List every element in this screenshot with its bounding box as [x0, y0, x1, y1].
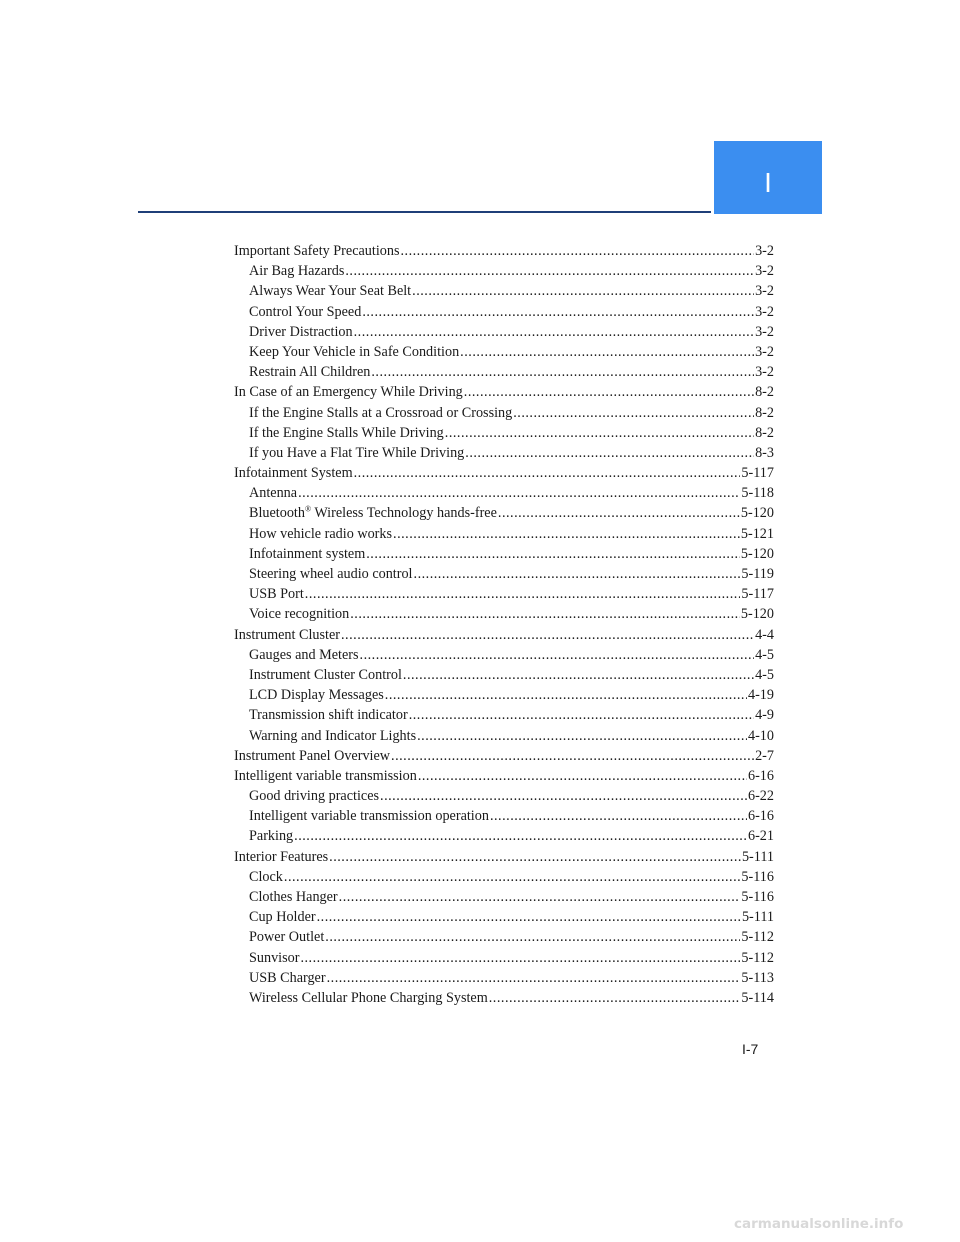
page-number: I-7	[742, 1041, 759, 1057]
index-subentry	[234, 786, 774, 806]
entry-page-ref: 5-112	[741, 929, 774, 946]
dot-leader	[418, 766, 747, 786]
entry-page-ref: 5-120	[740, 505, 774, 522]
entry-page-ref: 3-2	[755, 243, 774, 259]
dot-leader	[414, 564, 741, 584]
dot-leader	[385, 685, 747, 705]
entry-title: Important Safety Precautions	[234, 243, 400, 259]
index-subentry	[234, 281, 774, 301]
entry-page-ref: 5-117	[741, 465, 774, 482]
index-subentry	[234, 503, 774, 523]
dot-leader	[366, 544, 740, 564]
entry-page-ref: 6-22	[747, 788, 774, 805]
dot-leader	[341, 625, 754, 645]
dot-leader	[380, 786, 747, 806]
entry-title: Sunvisor	[249, 949, 300, 966]
entry-title: Voice recognition	[249, 606, 350, 623]
index-subentry	[234, 604, 774, 624]
entry-title: Gauges and Meters	[249, 646, 359, 663]
entry-page-ref: 6-21	[747, 828, 774, 845]
dot-leader	[391, 746, 754, 766]
entry-page-ref: 2-7	[755, 747, 774, 764]
entry-title: Good driving practices	[249, 788, 380, 805]
index-subentry	[234, 423, 774, 443]
entry-page-ref: 3-2	[755, 343, 774, 360]
entry-page-ref: 3-2	[755, 364, 774, 381]
index-entry	[234, 847, 774, 867]
dot-leader	[298, 483, 740, 503]
index-subentry	[234, 826, 774, 846]
dot-leader	[345, 261, 754, 281]
entry-title: In Case of an Emergency While Driving	[234, 384, 463, 401]
index-subentry	[234, 322, 774, 342]
entry-page-ref: 3-2	[755, 263, 774, 280]
entry-page-ref: 4-5	[755, 646, 774, 663]
index-subentry	[234, 806, 774, 826]
dot-leader	[403, 665, 754, 685]
index-subentry	[234, 685, 774, 705]
entry-title: How vehicle radio works	[249, 525, 393, 542]
entry-page-ref: 5-117	[741, 586, 774, 603]
index-subentry	[234, 584, 774, 604]
dot-leader	[317, 907, 741, 927]
dot-leader	[400, 241, 754, 261]
entry-page-ref: 5-114	[741, 989, 774, 1006]
index-subentry	[234, 665, 774, 685]
dot-leader	[305, 584, 741, 604]
entry-title: If you Have a Flat Tire While Driving	[249, 444, 465, 461]
entry-title: Intelligent variable transmission operation	[249, 808, 489, 825]
entry-title: Bluetooth® Wireless Technology hands-free	[249, 504, 497, 522]
entry-title: Instrument Cluster Control	[249, 666, 402, 683]
entry-page-ref: 6-16	[747, 767, 774, 784]
entry-page-ref: 5-120	[740, 545, 774, 562]
index-entry	[234, 766, 774, 786]
index-entry	[234, 625, 774, 645]
entry-title: Instrument Cluster	[234, 626, 340, 643]
entry-page-ref: 5-111	[741, 848, 774, 865]
index-subentry	[234, 564, 774, 584]
entry-title: Instrument Panel Overview	[234, 747, 391, 764]
index-subentry	[234, 726, 774, 746]
entry-page-ref: 5-121	[740, 525, 774, 542]
dot-leader	[465, 443, 754, 463]
watermark: carmanualsonline.info	[734, 1216, 904, 1232]
index-subentry	[234, 988, 774, 1008]
entry-title: LCD Display Messages	[249, 687, 384, 704]
entry-page-ref: 3-2	[755, 323, 774, 340]
dot-leader	[464, 382, 754, 402]
index-subentry	[234, 887, 774, 907]
entry-page-ref: 3-2	[755, 283, 774, 300]
dot-leader	[498, 503, 740, 523]
dot-leader	[339, 887, 741, 907]
dot-leader	[327, 968, 741, 988]
index-subentry	[234, 524, 774, 544]
entry-page-ref: 8-2	[755, 404, 774, 421]
entry-title: Air Bag Hazards	[249, 263, 345, 280]
entry-page-ref: 5-111	[741, 909, 774, 926]
entry-title: If the Engine Stalls at a Crossroad or Crossing	[249, 404, 513, 421]
dot-leader	[513, 403, 754, 423]
entry-title: Clothes Hanger	[249, 889, 338, 905]
dot-leader	[284, 867, 741, 887]
dot-leader	[489, 988, 741, 1008]
dot-leader	[417, 726, 747, 746]
index-entry	[234, 746, 774, 766]
dot-leader	[409, 705, 754, 725]
entry-title: Keep Your Vehicle in Safe Condition	[249, 343, 460, 360]
entry-page-ref: 3-2	[755, 303, 774, 320]
entry-title: Wireless Cellular Phone Charging System	[249, 989, 488, 1006]
entry-page-ref: 6-16	[747, 808, 774, 825]
entry-title: Interior Features	[234, 848, 329, 865]
entry-title: Antenna	[249, 485, 298, 502]
entry-page-ref: 8-3	[755, 444, 774, 461]
entry-title: USB Port	[249, 586, 304, 603]
entry-title: Restrain All Children	[249, 364, 371, 381]
entry-title: Parking	[249, 828, 294, 845]
entry-page-ref: 5-112	[741, 949, 774, 966]
index-entry	[234, 241, 774, 261]
entry-title: Clock	[249, 868, 283, 885]
index-subentry	[234, 907, 774, 927]
index-subentry	[234, 261, 774, 281]
header-rule	[138, 211, 711, 213]
index-subentry	[234, 443, 774, 463]
entry-title: Warning and Indicator Lights	[249, 727, 417, 744]
entry-page-ref: 4-19	[747, 687, 774, 704]
entry-page-ref: 5-116	[741, 868, 774, 885]
index-subentry	[234, 948, 774, 968]
entry-page-ref: 5-116	[741, 889, 774, 905]
entry-title: Infotainment System	[234, 465, 353, 482]
dot-leader	[393, 524, 740, 544]
dot-leader	[490, 806, 747, 826]
dot-leader	[412, 281, 754, 301]
dot-leader	[360, 645, 755, 665]
entry-title: Steering wheel audio control	[249, 566, 413, 582]
dot-leader	[460, 342, 754, 362]
entry-page-ref: 4-10	[747, 727, 774, 744]
entry-title: Always Wear Your Seat Belt	[249, 283, 412, 300]
dot-leader	[294, 826, 747, 846]
index-subentry	[234, 867, 774, 887]
dot-leader	[350, 604, 740, 624]
entry-page-ref: 4-5	[755, 666, 774, 683]
entry-title: Cup Holder	[249, 909, 316, 926]
registered-mark: ®	[304, 504, 312, 514]
entry-title: Transmission shift indicator	[249, 707, 408, 724]
index-subentry	[234, 483, 774, 503]
index-subentry	[234, 544, 774, 564]
dot-leader	[371, 362, 754, 382]
section-tab	[714, 141, 822, 214]
entry-page-ref: 8-2	[755, 384, 774, 401]
dot-leader	[325, 927, 740, 947]
entry-title: Infotainment system	[249, 545, 366, 562]
entry-page-ref: 5-120	[740, 606, 774, 623]
dot-leader	[362, 302, 754, 322]
index-subentry	[234, 362, 774, 382]
index-subentry	[234, 403, 774, 423]
dot-leader	[445, 423, 754, 443]
index-list	[234, 241, 774, 1008]
entry-title: If the Engine Stalls While Driving	[249, 424, 444, 441]
entry-title: Power Outlet	[249, 929, 325, 946]
entry-page-ref: 8-2	[755, 424, 774, 441]
dot-leader	[329, 847, 741, 867]
entry-page-ref: 4-4	[755, 626, 774, 643]
entry-title: Intelligent variable transmission	[234, 767, 417, 784]
index-subentry	[234, 342, 774, 362]
index-subentry	[234, 302, 774, 322]
entry-title: Driver Distraction	[249, 323, 353, 340]
entry-page-ref: 5-113	[741, 969, 774, 986]
dot-leader	[300, 948, 740, 968]
entry-title: Control Your Speed	[249, 303, 362, 320]
index-subentry	[234, 927, 774, 947]
index-entry	[234, 382, 774, 402]
index-entry	[234, 463, 774, 483]
entry-page-ref: 5-118	[741, 485, 774, 502]
dot-leader	[354, 322, 754, 342]
index-subentry	[234, 705, 774, 725]
index-subentry	[234, 645, 774, 665]
entry-page-ref: 5-119	[741, 566, 774, 582]
entry-title: USB Charger	[249, 969, 326, 986]
dot-leader	[354, 463, 741, 483]
index-subentry	[234, 968, 774, 988]
section-tab-letter: I	[764, 167, 772, 198]
entry-page-ref: 4-9	[755, 707, 774, 724]
